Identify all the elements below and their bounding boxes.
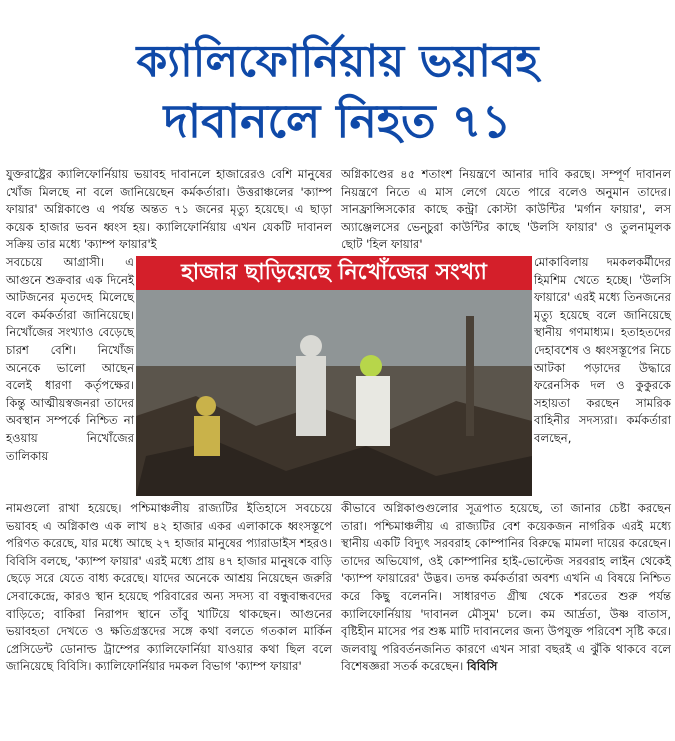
article-text: মোকাবিলায় দমকলকর্মীদের হিমশিম খেতে হচ্ছে। 'উলসি ফায়ারে' এরই মধ্যে তিনজনের মৃত্যু হয়েছে বলে জানিয়েছে স্থানীয় গণমাধ্যম। হতাহতদের দেহাবশেষ ও ধ্বংসস্তূপের নিচে আটকা পড়াদের উদ্ধারে ফরেনসিক দল ও কুকুরকে সহায়তা করছেন সামরিক বাহিনীর সদস্যরা। কর্মকর্তারা বলছেন,: [534, 255, 671, 445]
article-text: নামগুলো রাখা হয়েছে। পশ্চিমাঞ্চলীয় রাজ্যটির ইতিহাসে সবচেয়ে ভয়াবহ এ অগ্নিকাণ্ড এক লাখ ৪২ হাজার একর এলাকাকে ধ্বংসস্তূপে পরিণত করেছে, যার মধ্যে আছে ২৭ হাজার মানুষের প্যারাডাইস শহরও। বিবিসি বলছে, 'ক্যাম্প ফায়ার' এরই মধ্যে প্রায় ৪৭ হাজার মানুষকে বাড়ি ছেড়ে সরে যেতে বাধ্য করেছে। যাদের অনেকে আশ্রয় নিয়েছেন জরুরি সেবাকেন্দ্রে, কারও স্থান হয়েছে পরিবারের অন্য সদস্য বা বন্ধুবান্ধবদের বাড়িতে; বাকিরা নিরাপদ স্থানে তাঁবু খাটিয়ে থাকছেন। আগুনের ভয়াবহতা দেখতে ও ক্ষতিগ্রস্তদের সঙ্গে কথা বলতে গতকাল মার্কিন প্রেসিডেন্ট ডোনাল্ড ট্রাম্পের ক্যালিফোর্নিয়া যাওয়ার কথা ছিল বলে জানিয়েছে বিবিসি। ক্যালিফোর্নিয়ার দমকল বিভাগ 'ক্যাম্প ফায়ার': [6, 501, 332, 674]
photo-caption-banner: হাজার ছাড়িয়েছে নিখোঁজের সংখ্যা: [136, 256, 532, 290]
article-source: বিবিসি: [466, 659, 498, 674]
article-column-right-bottom: [341, 500, 671, 676]
article-column-left-bottom: [6, 500, 332, 676]
article-text: অগ্নিকাণ্ডের ৪৫ শতাংশ নিয়ন্ত্রণে আনার দাবি করছে। সম্পূর্ণ দাবানল নিয়ন্ত্রণে নিতে এ মাস লেগে যেতে পারে বলেও অনুমান তাদের। সানফ্রান্সিসকোর কাছে কন্ট্রা কোস্টা কাউন্টির 'মর্গান ফায়ার', লস অ্যাঞ্জেলসের ভেন্চুরা কাউন্টির কাছে 'উলসি ফায়ার' ও তুলনামূলক ছোট 'হিল ফায়ার': [341, 167, 671, 252]
article-column-right-top: [341, 166, 671, 254]
article-column-left-narrow: [6, 254, 134, 465]
article-text: [341, 500, 671, 676]
headline-line-2: দাবানলে নিহত ৭১: [163, 94, 512, 148]
rescue-workers-photo: [136, 256, 532, 496]
article-text: যুক্তরাষ্ট্রের ক্যালিফোর্নিয়ায় ভয়াবহ দাবানলে হাজারেরও বেশি মানুষের খোঁজ মিলছে না বলে জানিয়েছেন কর্মকর্তারা। উত্তরাঞ্চলের 'ক্যাম্প ফায়ার' অগ্নিকাণ্ডে এ পর্যন্ত অন্তত ৭১ জনের মৃত্যু হয়েছে। এ ছাড়া কয়েক হাজার ভবন ধ্বংস হয়। ক্যালিফোর্নিয়ায় এখন যেকটি দাবানল সক্রিয় তার মধ্যে 'ক্যাম্প ফায়ার'ই: [6, 167, 332, 252]
headline-line-1: ক্যালিফোর্নিয়ায় ভয়াবহ: [136, 36, 539, 87]
article-text-body: কীভাবে অগ্নিকাণ্ডগুলোর সূত্রপাত হয়েছে, তা জানার চেষ্টা করছেন তারা। পশ্চিমাঞ্চলীয় এ রাজ্যটির বেশ কয়েকজন নাগরিক এরই মধ্যে স্থানীয় একটি বিদ্যুৎ সরবরাহ কোম্পানির বিরুদ্ধে মামলা দায়ের করেছেন। তাদের অভিযোগ, ওই কোম্পানির হাই-ভোল্টেজ সরবরাহ লাইন থেকেই 'ক্যাম্প ফায়ারের' উদ্ভব। তদন্ত কর্মকর্তারা অবশ্য এখনি এ বিষয়ে নিশ্চিত করে কিছু বলেননি। সাধারণত গ্রীষ্ম থেকে শরতের শুরু পর্যন্ত ক্যালিফোর্নিয়ায় 'দাবানল মৌসুম' চলে। কম আর্দ্রতা, উষ্ণ বাতাস, বৃষ্টিহীন মাসের পর শুষ্ক মাটি দাবানলের জন্য উপযুক্ত পরিবেশ সৃষ্টি করে। জলবায়ু পরিবর্তনজনিত কারণে এখন সারা বছরই এ ঝুঁকি থাকবে বলে বিশেষজ্ঞরা সতর্ক করেছেন।: [341, 501, 671, 674]
article-text: সবচেয়ে আগ্রাসী। এ আগুনে শুক্রবার এক দিনেই আটজনের মৃতদেহ মিলেছে বলে কর্মকর্তারা জানিয়েছে। নিখোঁজের সংখ্যাও বেড়েছে চারশ বেশি। নিখোঁজ অনেকে ভালো আছেন বলেই ধারণা কর্তৃপক্ষের। কিন্তু আত্মীয়স্বজনরা তাদের অবস্থান সম্পর্কে নিশ্চিত না হওয়ায় নিখোঁজের তালিকায়: [6, 255, 134, 463]
news-photo: [136, 256, 532, 496]
article-column-left-top: [6, 166, 332, 254]
article-column-right-narrow: [534, 254, 671, 448]
